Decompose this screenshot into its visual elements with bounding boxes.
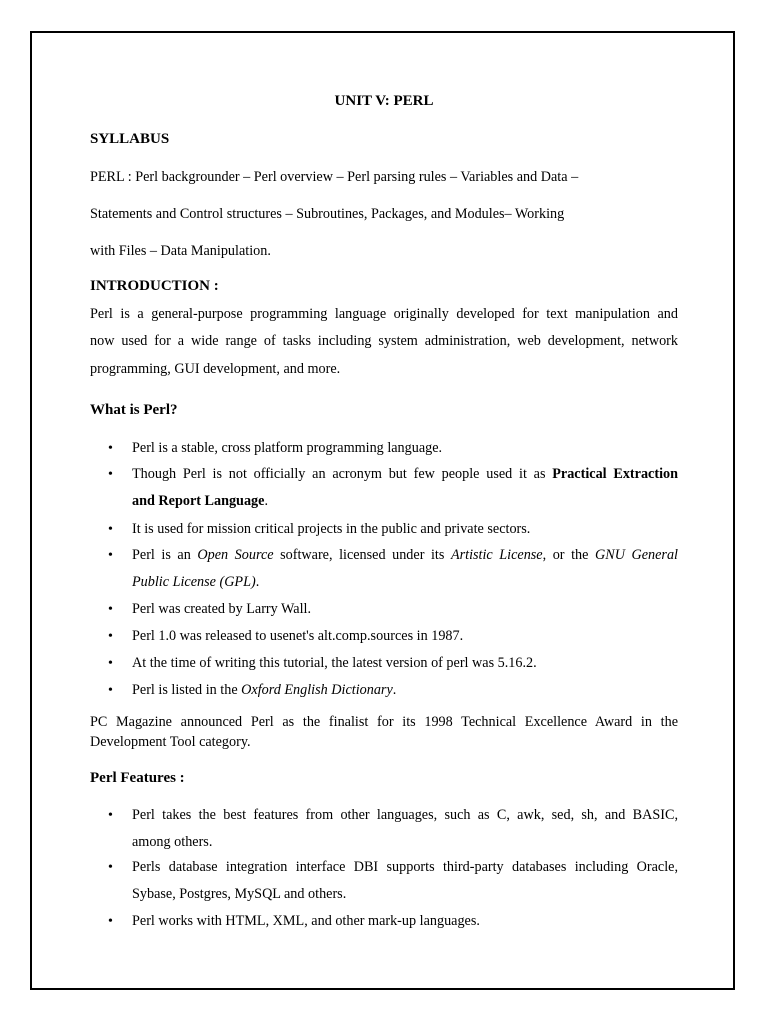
intro-line-2: now used for a wide range of tasks including system administration, web development, network	[90, 333, 678, 349]
list-item	[90, 681, 678, 700]
intro-line-3: programming, GUI development, and more.	[90, 361, 341, 377]
italic-text: Open Source	[197, 547, 274, 563]
list-item-text: , or the	[542, 547, 595, 563]
list-item-line	[132, 492, 678, 511]
emphasis-text: Practical Extraction	[552, 466, 678, 482]
syllabus-line-3: with Files – Data Manipulation.	[90, 243, 271, 259]
page-title: UNIT V: PERL	[334, 93, 434, 109]
what-is-perl-heading: What is Perl?	[90, 402, 178, 418]
features-list	[90, 912, 678, 931]
list-item-text: .	[255, 574, 260, 590]
syllabus-line-1: PERL : Perl backgrounder – Perl overview – Perl parsing rules – Variables and Data –	[90, 169, 579, 185]
features-list	[90, 806, 678, 852]
syllabus-line-2: Statements and Control structures – Subroutines, Packages, and Modules– Working	[90, 206, 565, 222]
emphasis-text: and Report Language	[132, 493, 265, 509]
list-item-line: • Perls database integration interface DBI supports third-party databases including Oracle,	[132, 859, 678, 875]
intro-line-1: Perl is a general-purpose programming language originally developed for text manipulation and	[90, 306, 678, 322]
list-item-text: Perl is listed in the	[132, 682, 242, 698]
list-item-line: among others.	[132, 834, 213, 850]
list-item-text: Perl works with HTML, XML, and other mark-up languages.	[132, 913, 480, 929]
list-item-text: Though Perl is not officially an acronym but few people used it as	[132, 466, 553, 482]
list-item-text: Perl is an	[132, 547, 198, 563]
list-item	[90, 546, 678, 592]
list-item-line	[132, 465, 678, 484]
list-item-text: Perl 1.0 was released to usenet's alt.comp.sources in 1987.	[132, 628, 464, 644]
introduction-heading: INTRODUCTION :	[90, 278, 219, 294]
what-is-perl-list	[90, 546, 678, 592]
what-is-perl-list	[90, 439, 678, 458]
list-item-text: Perl was created by Larry Wall.	[132, 601, 312, 617]
italic-text: Artistic License	[450, 547, 543, 563]
list-item	[90, 912, 678, 931]
what-is-perl-list	[90, 465, 678, 511]
italic-text: Oxford English Dictionary	[241, 682, 393, 698]
list-item-line	[132, 573, 678, 592]
list-item	[90, 654, 678, 673]
pc-magazine-line-2: Development Tool category.	[90, 734, 251, 750]
list-item-line: Sybase, Postgres, MySQL and others.	[132, 886, 347, 902]
what-is-perl-list	[90, 627, 678, 646]
list-item-text: software, licensed under its	[273, 547, 451, 563]
what-is-perl-list	[90, 520, 678, 539]
list-item	[90, 465, 678, 511]
what-is-perl-list	[90, 600, 678, 619]
list-item-text: It is used for mission critical projects in the public and private sectors.	[132, 521, 531, 537]
list-item-text: .	[392, 682, 397, 698]
list-item-text: .	[264, 493, 268, 509]
pc-magazine-line-1: PC Magazine announced Perl as the finalist for its 1998 Technical Excellence Award in the	[90, 714, 678, 730]
list-item-line	[132, 546, 678, 565]
list-item-text: Perl is a stable, cross platform programming language.	[132, 440, 443, 456]
italic-text: GNU General	[594, 547, 678, 563]
list-item-line: • Perl takes the best features from other languages, such as C, awk, sed, sh, and BASIC,	[132, 807, 678, 823]
list-item	[90, 520, 678, 539]
features-list	[90, 858, 678, 904]
italic-text: Public License (GPL)	[132, 574, 256, 590]
what-is-perl-list	[90, 654, 678, 673]
features-heading: Perl Features :	[90, 770, 185, 786]
syllabus-heading: SYLLABUS	[90, 131, 170, 147]
what-is-perl-list	[90, 681, 678, 700]
list-item	[90, 439, 678, 458]
list-item	[90, 858, 678, 904]
list-item	[90, 600, 678, 619]
list-item-text: At the time of writing this tutorial, the latest version of perl was 5.16.2.	[132, 655, 537, 671]
list-item	[90, 806, 678, 852]
list-item	[90, 627, 678, 646]
